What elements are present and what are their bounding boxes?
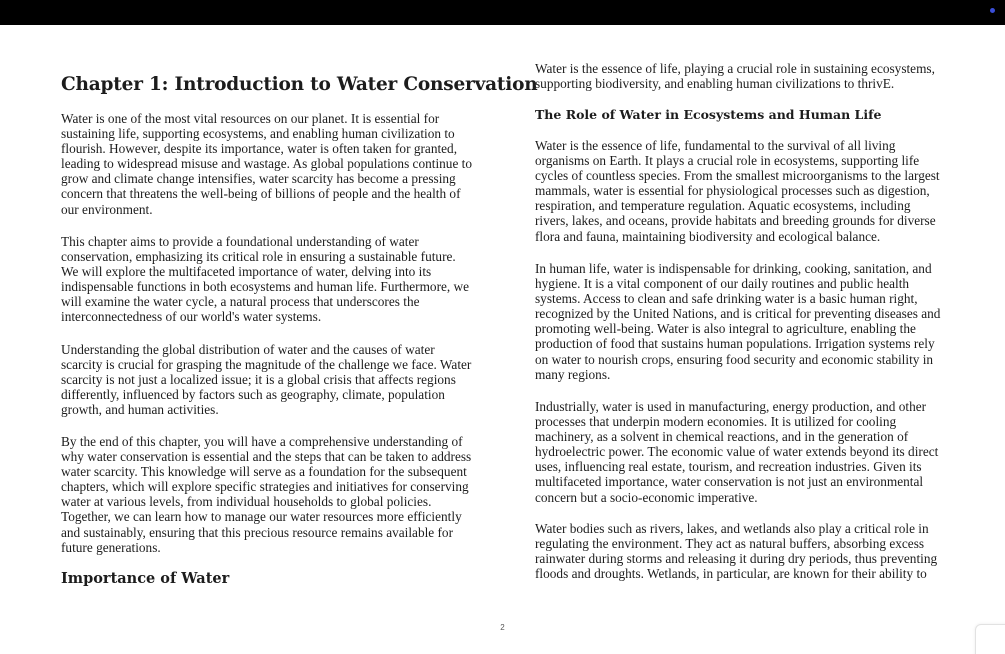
paragraph: Water is the essence of life, fundamental to the survival of all living organisms on Earth. It plays a crucial role in ecosystems, supporting life cycles of countless species. From the smallest microorganisms to the largest mammals, water is essential for physiological processes such as digestion, respiration, and temperature regulation. Aquatic ecosystems, including rivers, lakes, and oceans, provide habitats and breeding grounds for diverse flora and fauna, maintaining biodiversity and ecological balance.	[535, 138, 940, 244]
page-number: 2	[500, 623, 505, 632]
paragraph: Understanding the global distribution of water and the causes of water scarcity is crucial for grasping the magnitude of the challenge we face. Water scarcity is not just a localized issue; it is a global crisis that affects regions differently, influenced by factors such as geography, climate, population growth, and human activities.	[61, 342, 472, 418]
paragraph: By the end of this chapter, you will have a comprehensive understanding of why water conservation is essential and the steps that can be taken to address water scarcity. This knowledge will serve as a foundation for the subsequent chapters, which will explore specific strategies and initiatives for conserving water at various levels, from individual households to global policies. Together, we can learn how to manage our water resources more efficiently and sustainably, ensuring that this precious resource remains available for future generations.	[61, 434, 472, 555]
status-indicator-icon	[990, 8, 995, 13]
chapter-title: Chapter 1: Introduction to Water Conservation	[61, 74, 538, 95]
intro-paragraph: Water is the essence of life, playing a crucial role in sustaining ecosystems, supporting biodiversity, and enabling human civilizations to thrivE.	[535, 61, 935, 92]
section-heading: The Role of Water in Ecosystems and Human Life	[535, 107, 882, 122]
document-page[interactable]	[0, 25, 1005, 654]
paragraph: In human life, water is indispensable for drinking, cooking, sanitation, and hygiene. It is a vital component of our daily routines and public health systems. Access to clean and safe drinking water is a basic human right, recognized by the United Nations, and is critical for preventing diseases and promoting well-being. Water is also integral to agriculture, enabling the production of food that sustains human populations. Irrigation systems rely on water to nourish crops, ensuring food security and economic stability in many regions.	[535, 261, 941, 382]
floating-widget-button[interactable]	[975, 624, 1005, 654]
paragraph: Industrially, water is used in manufacturing, energy production, and other processes that underpin modern economies. It is utilized for cooling machinery, as a solvent in chemical reactions, and in the generation of hydroelectric power. The economic value of water extends beyond its direct uses, influencing real estate, tourism, and recreation industries. Given its multifaceted importance, water conservation is not just an environmental concern but a socio-economic imperative.	[535, 399, 939, 505]
paragraph: Water bodies such as rivers, lakes, and wetlands also play a critical role in regulating the environment. They act as natural buffers, absorbing excess rainwater during storms and releasing it during dry periods, thus preventing floods and droughts. Wetlands, in particular, are known for their ability to	[535, 521, 938, 582]
top-bar	[0, 0, 1005, 25]
paragraph: Water is one of the most vital resources on our planet. It is essential for sustaining life, supporting ecosystems, and enabling human civilization to flourish. However, despite its importance, water is often taken for granted, leading to widespread misuse and wastage. As global populations continue to grow and climate change intensifies, water scarcity has become a pressing concern that threatens the well-being of billions of people and the health of our environment.	[61, 111, 473, 217]
section-heading: Importance of Water	[61, 570, 230, 587]
paragraph: This chapter aims to provide a foundational understanding of water conservation, emphasizing its critical role in ensuring a sustainable future. We will explore the multifaceted importance of water, delving into its indispensable functions in both ecosystems and human life. Furthermore, we will examine the water cycle, a natural process that underscores the interconnectedness of our world's water systems.	[61, 234, 470, 325]
